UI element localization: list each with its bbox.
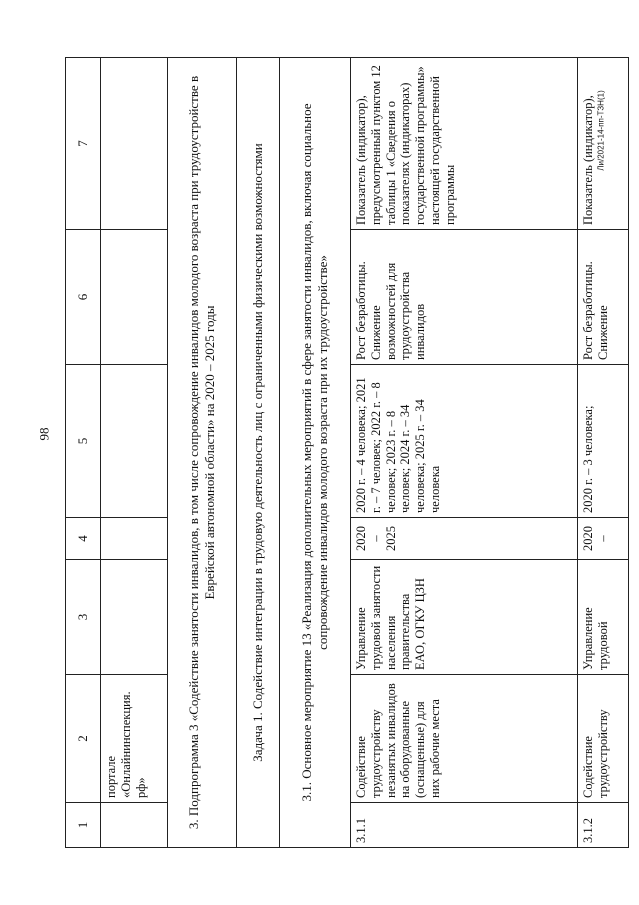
row-number: 3.1.1 (351, 803, 578, 848)
portal-cell-4 (101, 518, 168, 560)
portal-cell-6 (101, 230, 168, 365)
main-event-title: 3.1. Основное мероприятие 13 «Реализация дополнительных мероприятий в сфере занятости инвалидов, включая социальное сопровождение инвалидов молодого возраста при их трудоустройстве» (280, 58, 351, 848)
portal-cell-7 (101, 58, 168, 230)
subprogram-row (168, 58, 237, 848)
task-row (237, 58, 280, 848)
header-row (66, 58, 101, 848)
executor: Управление трудовой занятости населения правительства ЕАО, ОГКУ ЦЗН (351, 560, 578, 675)
indicator: Показатель (индикатор), предусмотренный пунктом 12 таблицы 1 «Сведения о показателях (индикаторах) государственной программы» настоящей государственной программы (351, 58, 578, 230)
portal-cell-1 (101, 803, 168, 848)
header-cell-1: 1 (66, 803, 101, 848)
executor: Управление трудовой (578, 560, 629, 675)
row-number: 3.1.2 (578, 803, 629, 848)
page-number (30, 420, 58, 448)
period: 2020 – (578, 518, 629, 560)
portal-cell-2: портале «Онлайнинспекция. рф» (101, 675, 168, 803)
volume: 2020 г. – 3 человека; (578, 365, 629, 518)
table-row (578, 58, 629, 848)
result: Рост безработицы. Снижение возможностей для трудоустройства инвалидов (351, 230, 578, 365)
portal-continuation-row (101, 58, 168, 848)
page-number-text: 98 (36, 427, 51, 441)
volume: 2020 г. – 4 человека; 2021 г. – 7 человек; 2022 г. – 8 человек; 2023 г. – 8 человек; 2024 г. – 34 человека; 2025 г. – 34 человека (351, 365, 578, 518)
main-event-row (280, 58, 351, 848)
header-cell-3: 3 (66, 560, 101, 675)
header-cell-6: 6 (66, 230, 101, 365)
header-cell-4: 4 (66, 518, 101, 560)
subprogram-title: 3. Подпрограмма 3 «Содействие занятости инвалидов, в том числе сопровождение инвалидов молодого возраста при трудоустройстве в Еврейской автономной области» на 2020 – 2025 годы (168, 58, 237, 848)
table-row (351, 58, 578, 848)
result: Рост безработицы. Снижение (578, 230, 629, 365)
portal-cell-3 (101, 560, 168, 675)
header-cell-7: 7 (66, 58, 101, 230)
period: 2020 – 2025 (351, 518, 578, 560)
event-name: Содействие трудоустройству незанятых инвалидов на оборудованные (оснащенные) для них рабочие места (351, 675, 578, 803)
indicator: Показатель (индикатор), (578, 58, 629, 230)
event-name: Содействие трудоустройству (578, 675, 629, 803)
portal-cell-5 (101, 365, 168, 518)
header-cell-2: 2 (66, 675, 101, 803)
header-cell-5: 5 (66, 365, 101, 518)
task-title: Задача 1. Содействие интеграции в трудовую деятельность лиц с ограниченными физическими возможностями (237, 58, 280, 848)
document-code-text: Ли/2021-14-пп-ТЗН(1) (596, 89, 606, 171)
program-table (65, 57, 629, 848)
